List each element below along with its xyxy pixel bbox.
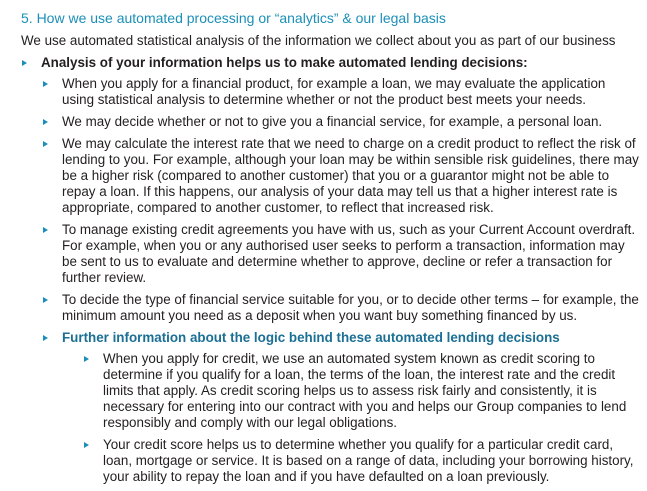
list-item-text: To manage existing credit agreements you have with us, such as your Current Account overdraft. For example, when you or any authorised user seeks to perform a transaction, information may be sent to us to evaluate and determine whether to approve, decline or refer a transaction for further review. [62, 222, 636, 285]
triangle-bullet-icon [84, 356, 89, 362]
section-heading: 5. How we use automated processing or “analytics” & our legal basis [21, 10, 446, 26]
triangle-bullet-icon [43, 335, 48, 341]
list-item [41, 114, 639, 130]
further-info-heading: Further information about the logic behind these automated lending decisions [62, 330, 560, 345]
list-item [41, 136, 639, 216]
list-item-text: When you apply for a financial product, for example a loan, we may evaluate the application using statistical analysis to determine whether or not the product best meets your needs. [62, 76, 606, 107]
list-item-text: Your credit score helps us to determine whether you qualify for a particular credit card, loan, mortgage or service. It is based on a range of data, including your borrowing history, your ability to repay the loan and if you have defaulted on a loan previously. [103, 437, 634, 484]
lending-decisions-list [41, 76, 639, 485]
list-item-text: To decide the type of financial service suitable for you, or to decide other terms – for example, the minimum amount you need as a deposit when you want buy something financed by us. [62, 292, 639, 323]
list-item [41, 292, 639, 324]
list-item-text: We may decide whether or not to give you a financial service, for example, a personal loan. [62, 114, 603, 129]
intro-paragraph: We use automated statistical analysis of the information we collect about you as part of our business [21, 33, 616, 48]
main-list-item [21, 55, 639, 485]
list-item [82, 351, 639, 431]
list-item [41, 222, 639, 286]
list-item [41, 76, 639, 108]
triangle-bullet-icon [43, 81, 48, 87]
triangle-bullet-icon [43, 119, 48, 125]
triangle-bullet-icon [43, 297, 48, 303]
further-info-item [41, 330, 639, 485]
list-item-text: When you apply for credit, we use an automated system known as credit scoring to determine if you qualify for a loan, the terms of the loan, the interest rate and the credit limits that apply. As credit scoring helps us to assess risk fairly and consistently, it is necessary for entering into our contract with you and helps our Group companies to lend responsibly and comply with our legal obligations. [103, 351, 627, 430]
triangle-bullet-icon [43, 227, 48, 233]
triangle-bullet-icon [84, 442, 89, 448]
list-item-text: We may calculate the interest rate that we need to charge on a credit product to reflect the risk of lending to you. For example, although your loan may be within sensible risk guidelines, there may be a higher risk (compared to another customer) that you or a guarantor might not be able to repay a loan. If this happens, our analysis of your data may tell us that a higher interest rate is appropriate, compared to another customer, to reflect that increased risk. [62, 136, 639, 215]
list-item [82, 437, 639, 485]
triangle-bullet-icon [22, 60, 27, 66]
further-info-list [62, 351, 639, 485]
triangle-bullet-icon [43, 141, 48, 147]
main-list [21, 55, 639, 485]
main-item-label: Analysis of your information helps us to make automated lending decisions: [41, 55, 528, 70]
